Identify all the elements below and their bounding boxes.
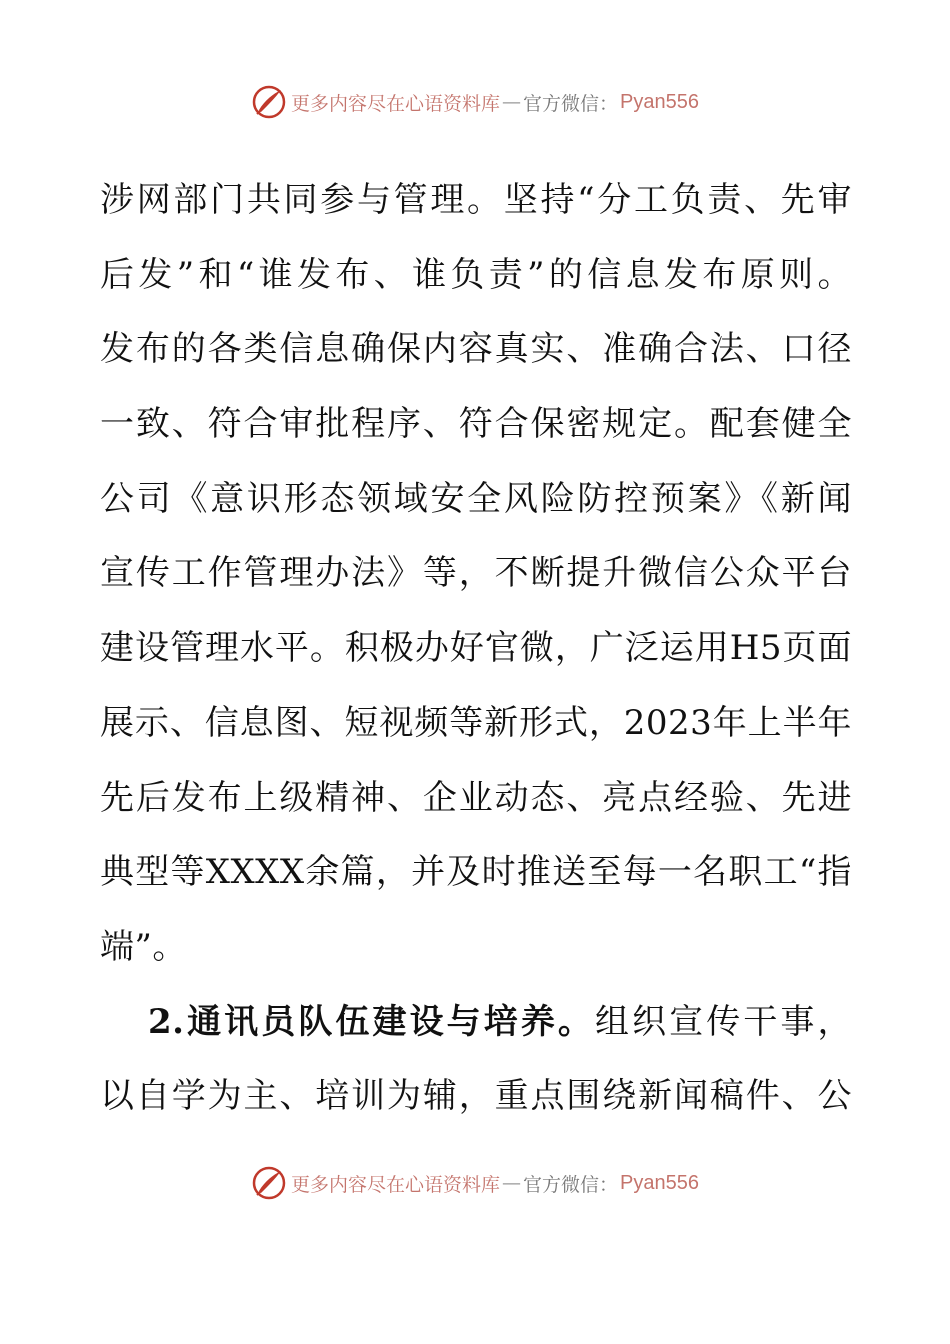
watermark-dash: — [502, 1172, 522, 1194]
header-watermark [0, 82, 950, 122]
watermark-id: Pyan556 [620, 90, 699, 113]
text-line: 后发”和“谁发布、谁负责”的信息发布原则。 [100, 254, 852, 295]
watermark-text: 更多内容尽在心语资料库 [291, 92, 501, 115]
text-line: 宣传工作管理办法》等，不断提升微信公众平台 [100, 553, 852, 594]
footer-watermark [0, 1163, 950, 1203]
text-line: 建设管理水平。积极办好官微，广泛运用H5页面 [100, 628, 852, 669]
text-line: 发布的各类信息确保内容真实、准确合法、口径 [100, 329, 852, 370]
text-line: 一致、符合审批程序、符合保密规定。配套健全 [100, 404, 852, 445]
watermark-dash: — [502, 91, 522, 113]
quill-logo-icon [251, 1165, 287, 1201]
text-line: 涉网部门共同参与管理。坚持“分工负责、先审 [100, 180, 852, 220]
section-heading: 2.通讯员队伍建设与培养。 [148, 1001, 595, 1042]
watermark-sub: 官方微信： [523, 1173, 619, 1196]
watermark-id: Pyan556 [620, 1171, 699, 1194]
text-line: 先后发布上级精神、企业动态、亮点经验、先进 [100, 777, 852, 818]
section-text: 组织宣传干事， [595, 1001, 852, 1042]
text-line: 展示、信息图、短视频等新形式，2023年上半年 [100, 702, 852, 743]
document-body [100, 163, 852, 1134]
quill-logo-icon [251, 84, 287, 120]
text-line: 公司《意识形态领域安全风险防控预案》《新闻 [100, 478, 852, 519]
text-line: 典型等XXXX余篇，并及时推送至每一名职工“指 [100, 852, 852, 893]
section-line [100, 985, 852, 1060]
watermark-sub: 官方微信： [523, 92, 619, 115]
text-line: 以自学为主、培训为辅，重点围绕新闻稿件、公 [100, 1076, 852, 1117]
text-line: 端”。 [100, 926, 187, 967]
watermark-text: 更多内容尽在心语资料库 [291, 1173, 501, 1196]
